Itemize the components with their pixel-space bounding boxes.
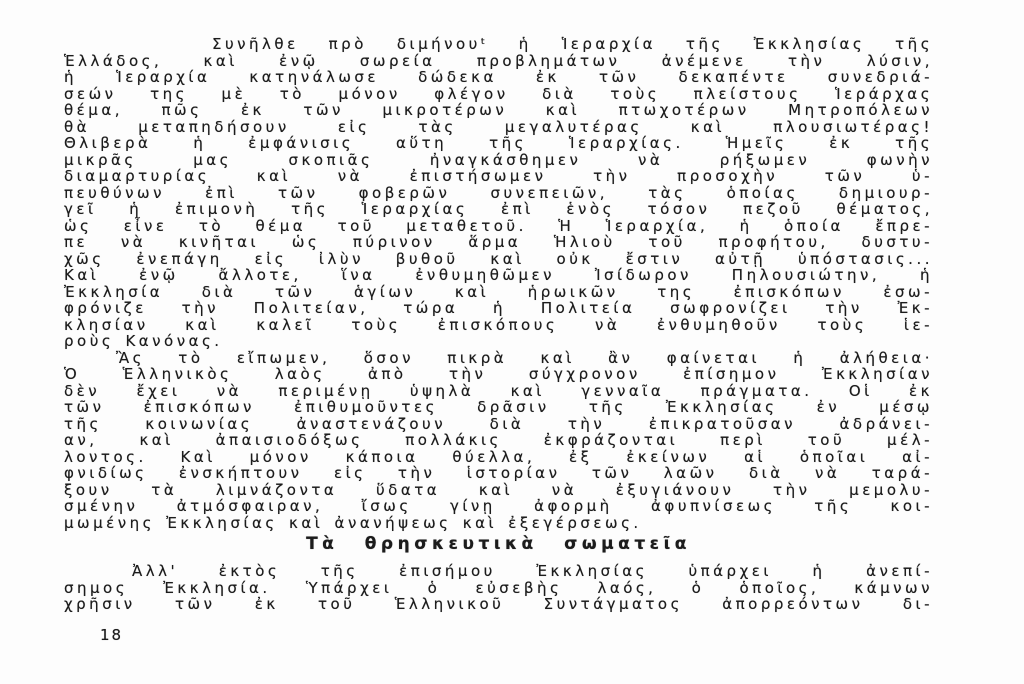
text-line: θέμα, πῶς ἐκ τῶν μικροτέρων καὶ πτωχοτέρων Μητροπόλεων <box>64 101 933 119</box>
text-line: Ὁ Ἑλληνικὸς λαὸς ἀπὸ τὴν σύγχρονον ἐπίσημον Ἐκκλησίαν <box>64 365 933 383</box>
text-line: λοντος. Καὶ μόνον κάποια θύελλα, ἐξ ἐκείνων αἱ ὁποῖαι αἰ- <box>64 447 933 466</box>
section-heading: Τὰ θρησκευτικὰ σωματεῖα <box>306 534 691 554</box>
paragraph-group-top <box>64 36 933 531</box>
text-line: ὡς εἶνε τὸ θέμα τοῦ μεταθετοῦ. Ἡ Ἱεραρχία, ἡ ὁποία ἔπρε- <box>64 216 933 235</box>
text-line: Ἀλλ' ἐκτὸς τῆς ἐπισήμου Ἐκκλησίας ὑπάρχει ἡ ἀνεπί- <box>132 562 933 580</box>
text-line: αν, καὶ ἀπαισιοδόξως πολλάκις ἐκφράζονται περὶ τοῦ μέλ- <box>64 431 933 449</box>
text-line: πευθύνων ἐπὶ τῶν φοβερῶν συνεπειῶν, τὰς ὁποίας δημιουρ- <box>64 183 933 202</box>
text-line: Καὶ ἐνῷ ἄλλοτε, ἵνα ἐνθυμηθῶμεν Ἰσίδωρον Πηλουσιώτην, ἡ <box>64 266 933 284</box>
text-line: ἡ Ἱεραρχία κατηνάλωσε δώδεκα ἐκ τῶν δεκαπέντε συνεδριά- <box>64 68 933 86</box>
text-line: φρόνιζε τὴν Πολιτείαν, τώρα ἡ Πολιτεία σωφρονίζει τὴν Ἐκ- <box>64 299 933 317</box>
text-line: φνιδίως ἐνσκήπτουν εἰς τὴν ἱστορίαν τῶν λαῶν διὰ νὰ ταρά- <box>64 464 933 482</box>
page-content <box>64 36 933 644</box>
text-line: σεών της μὲ τὸ μόνον φλέγον διὰ τοὺς πλείστους Ἱεράρχας <box>64 84 933 103</box>
paragraph <box>64 350 933 532</box>
text-line: χῶς ἐνεπάγη εἰς ἰλὺν βυθοῦ καὶ οὐκ ἔστιν αὐτῇ ὑπόστασις... <box>64 249 933 268</box>
text-line: τῆς κοινωνίας ἀναστενάζουν διὰ τὴν ἐπικρατοῦσαν ἀδράνει- <box>64 414 933 433</box>
text-line: Θλιβερὰ ἡ ἐμφάνισις αὕτη τῆς Ἱεραρχίας. Ἡμεῖς ἐκ τῆς <box>64 134 933 152</box>
text-line: μικρᾶς μας σκοπιᾶς ἠναγκάσθημεν νὰ ρήξωμεν φωνὴν <box>64 150 933 169</box>
text-line: σμένην ἀτμόσφαιραν, ἴσως γίνῃ ἀφορμὴ ἀφυπνίσεως τῆς κοι- <box>64 497 933 515</box>
text-line: Ἐκκλησία διὰ τῶν ἁγίων καὶ ἡρωικῶν της ἐπισκόπων ἐσω- <box>64 282 933 301</box>
text-line: σημος Ἐκκλησία. Ὑπάρχει ὁ εὐσεβὴς λαός, ὁ ὁποῖος, κάμνων <box>64 578 933 597</box>
paragraph <box>64 36 933 350</box>
text-line: δὲν ἔχει νὰ περιμένῃ ὑψηλὰ καὶ γενναῖα πράγματα. Οἱ ἐκ <box>64 381 933 400</box>
text-line: κλησίαν καὶ καλεῖ τοὺς ἐπισκόπους νὰ ἐνθυμηθοῦν τοὺς ἱε- <box>64 315 933 334</box>
text-line: τῶν ἐπισκόπων ἐπιθυμοῦντες δρᾶσιν τῆς Ἐκκλησίας ἐν μέσῳ <box>64 398 933 416</box>
text-line: γεῖ ἡ ἐπιμονὴ τῆς Ἱεραρχίας ἐπὶ ἑνὸς τόσον πεζοῦ θέματος, <box>64 200 933 218</box>
text-line: ξουν τὰ λιμνάζοντα ὕδατα καὶ νὰ ἐξυγιάνουν τὴν μεμολυ- <box>64 480 933 499</box>
text-line: Ἑλλάδος, καὶ ἐνῷ σωρεία προβλημάτων ἀνέμενε τὴν λύσιν, <box>64 51 933 70</box>
paragraph <box>64 563 933 613</box>
text-line: χρῆσιν τῶν ἐκ τοῦ Ἑλληνικοῦ Συντάγματος ἀπορρεόντων δι- <box>64 595 933 613</box>
page-number: 18 <box>100 625 124 644</box>
text-line: θὰ μεταπηδήσουν εἰς τὰς μεγαλυτέρας καὶ πλουσιωτέρας! <box>64 117 933 136</box>
text-line: πε νὰ κινῆται ὡς πύρινον ἅρμα Ἡλιοὺ τοῦ προφήτου, δυστυ- <box>64 233 933 251</box>
text-line: Συνῆλθε πρὸ διμήνουᵗ ἡ Ἱεραρχία τῆς Ἐκκλησίας τῆς <box>212 35 933 53</box>
paragraph-group-bottom <box>64 563 933 613</box>
text-line: διαμαρτυρίας καὶ νὰ ἐπιστήσωμεν τὴν προσοχὴν τῶν ὑ- <box>64 167 933 185</box>
text-line: Ἂς τὸ εἴπωμεν, ὅσον πικρὰ καὶ ἂν φαίνεται ἡ ἀλήθεια· <box>116 348 933 367</box>
text-line: ροὺς Κανόνας. <box>64 332 223 350</box>
text-line: μωμένης Ἐκκλησίας καὶ ἀνανήψεως καὶ ἐξεγέρσεως. <box>64 513 642 532</box>
